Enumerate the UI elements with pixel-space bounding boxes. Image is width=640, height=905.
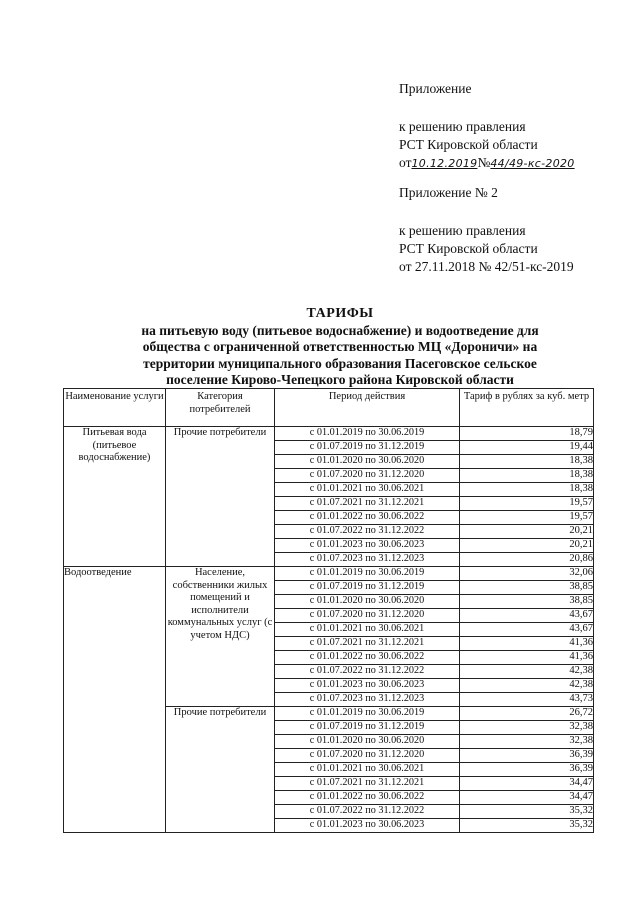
- tariff-value-cell: 34,47: [460, 777, 594, 791]
- tariff-value-cell: 38,85: [460, 595, 594, 609]
- tariff-value-cell: 20,21: [460, 539, 594, 553]
- tariff-value-cell: 32,06: [460, 567, 594, 581]
- period-cell: с 01.01.2021 по 30.06.2021: [275, 483, 460, 497]
- period-cell: с 01.01.2019 по 30.06.2019: [275, 707, 460, 721]
- tariff-value-cell: 41,36: [460, 637, 594, 651]
- tariff-value-cell: 38,85: [460, 581, 594, 595]
- header-category: Категория потребителей: [166, 389, 275, 427]
- period-cell: с 01.07.2019 по 31.12.2019: [275, 581, 460, 595]
- period-cell: с 01.07.2022 по 31.12.2022: [275, 665, 460, 679]
- period-cell: с 01.01.2022 по 30.06.2022: [275, 791, 460, 805]
- period-cell: с 01.07.2021 по 31.12.2021: [275, 497, 460, 511]
- period-cell: с 01.01.2023 по 30.06.2023: [275, 539, 460, 553]
- table-row: [64, 567, 594, 581]
- header-period: Период действия: [275, 389, 460, 427]
- tariff-value-cell: 35,32: [460, 819, 594, 833]
- tariff-value-cell: 18,38: [460, 483, 594, 497]
- document-title: [90, 306, 590, 389]
- period-cell: с 01.01.2021 по 30.06.2021: [275, 623, 460, 637]
- period-cell: с 01.07.2020 по 31.12.2020: [275, 749, 460, 763]
- header-decision-line: к решению правления: [399, 119, 526, 134]
- header-authority-line-2: РСТ Кировской области: [399, 241, 538, 256]
- tariff-value-cell: 43,67: [460, 609, 594, 623]
- tariff-value-cell: 35,32: [460, 805, 594, 819]
- header-date-line: [399, 154, 575, 173]
- tariff-value-cell: 20,21: [460, 525, 594, 539]
- period-cell: с 01.07.2023 по 31.12.2023: [275, 553, 460, 567]
- period-cell: с 01.07.2019 по 31.12.2019: [275, 441, 460, 455]
- tariff-value-cell: 32,38: [460, 721, 594, 735]
- header-authority-line: РСТ Кировской области: [399, 137, 538, 152]
- tariff-value-cell: 36,39: [460, 749, 594, 763]
- period-cell: с 01.07.2019 по 31.12.2019: [275, 721, 460, 735]
- header-from-label: от: [399, 155, 412, 170]
- title-line-3: территории муниципального образования Пасеговское сельское: [143, 355, 537, 371]
- header-decision-line-2: к решению правления: [399, 223, 526, 238]
- title-main: ТАРИФЫ: [306, 306, 374, 321]
- tariff-value-cell: 41,36: [460, 651, 594, 665]
- tariff-value-cell: 32,38: [460, 735, 594, 749]
- period-cell: с 01.07.2022 по 31.12.2022: [275, 805, 460, 819]
- header-tariff: Тариф в рублях за куб. метр: [460, 389, 594, 427]
- tariff-value-cell: 34,47: [460, 791, 594, 805]
- category-cell: Население, собственники жилых помещений и исполнители коммунальных услуг (с учетом НДС): [166, 567, 275, 707]
- header-service: Наименование услуги: [64, 389, 166, 427]
- tariff-value-cell: 19,57: [460, 511, 594, 525]
- header-appendix2-label: Приложение № 2: [399, 185, 498, 200]
- title-line-1: на питьевую воду (питьевое водоснабжение) и водоотведение для: [141, 322, 539, 338]
- period-cell: с 01.07.2020 по 31.12.2020: [275, 609, 460, 623]
- period-cell: с 01.01.2019 по 30.06.2019: [275, 567, 460, 581]
- period-cell: с 01.07.2023 по 31.12.2023: [275, 693, 460, 707]
- table-header-row: [64, 389, 594, 427]
- header-number-sign: №: [477, 155, 491, 170]
- category-cell: Прочие потребители: [166, 707, 275, 833]
- tariff-value-cell: 19,57: [460, 497, 594, 511]
- period-cell: с 01.01.2020 по 30.06.2020: [275, 595, 460, 609]
- handwritten-date: 10.12.2019: [411, 157, 478, 170]
- period-cell: с 01.01.2021 по 30.06.2021: [275, 763, 460, 777]
- tariff-value-cell: 43,67: [460, 623, 594, 637]
- period-cell: с 01.07.2022 по 31.12.2022: [275, 525, 460, 539]
- period-cell: с 01.01.2019 по 30.06.2019: [275, 427, 460, 441]
- period-cell: с 01.01.2020 по 30.06.2020: [275, 735, 460, 749]
- period-cell: с 01.01.2023 по 30.06.2023: [275, 819, 460, 833]
- tariff-value-cell: 18,38: [460, 469, 594, 483]
- table-row: [64, 427, 594, 441]
- title-line-2: общества с ограниченной ответственностью МЦ «Дороничи» на: [142, 339, 538, 354]
- tariff-value-cell: 20,86: [460, 553, 594, 567]
- handwritten-number: 44/49-кс-2020: [490, 157, 575, 170]
- header-date-number-line-2: от 27.11.2018 № 42/51-кс-2019: [399, 259, 574, 274]
- period-cell: с 01.01.2023 по 30.06.2023: [275, 679, 460, 693]
- title-line-4: поселение Кирово-Чепецкого района Кировской области: [166, 372, 514, 387]
- tariff-value-cell: 18,38: [460, 455, 594, 469]
- tariff-value-cell: 43,73: [460, 693, 594, 707]
- tariff-value-cell: 36,39: [460, 763, 594, 777]
- tariff-value-cell: 19,44: [460, 441, 594, 455]
- period-cell: с 01.07.2021 по 31.12.2021: [275, 777, 460, 791]
- period-cell: с 01.07.2020 по 31.12.2020: [275, 469, 460, 483]
- tariff-table: [63, 388, 594, 833]
- tariff-table-body: [64, 427, 594, 833]
- service-name-cell: Питьевая вода (питьевое водоснабжение): [64, 427, 166, 567]
- period-cell: с 01.01.2022 по 30.06.2022: [275, 651, 460, 665]
- period-cell: с 01.01.2020 по 30.06.2020: [275, 455, 460, 469]
- header-appendix-label: Приложение: [399, 81, 472, 96]
- tariff-value-cell: 18,79: [460, 427, 594, 441]
- tariff-value-cell: 26,72: [460, 707, 594, 721]
- tariff-value-cell: 42,38: [460, 679, 594, 693]
- category-cell: Прочие потребители: [166, 427, 275, 567]
- period-cell: с 01.07.2021 по 31.12.2021: [275, 637, 460, 651]
- period-cell: с 01.01.2022 по 30.06.2022: [275, 511, 460, 525]
- service-name-cell: Водоотведение: [64, 567, 166, 833]
- tariff-value-cell: 42,38: [460, 665, 594, 679]
